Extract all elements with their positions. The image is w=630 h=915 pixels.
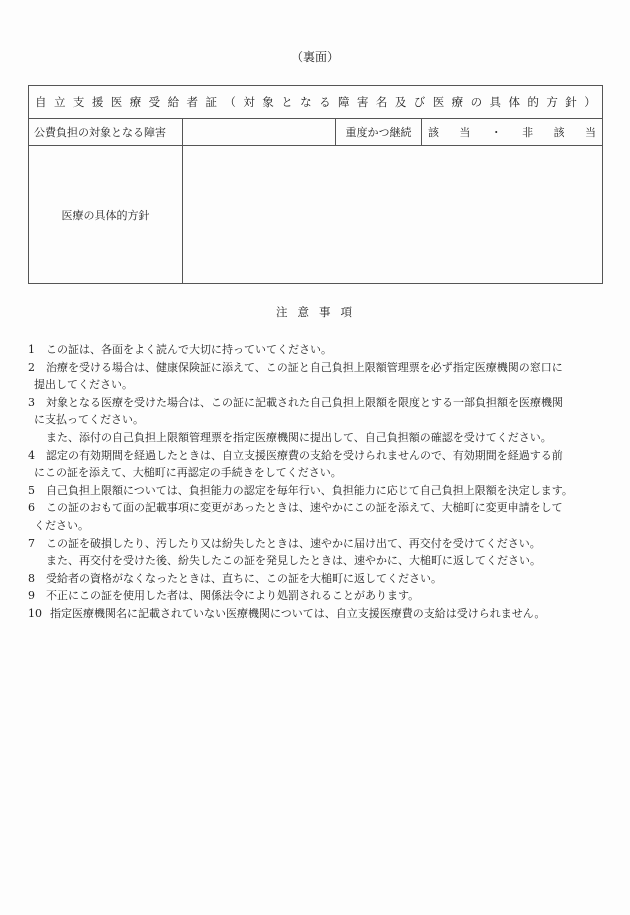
note-item xyxy=(28,535,603,570)
note-text-continued: 提出してください。 xyxy=(34,378,133,392)
certificate-title xyxy=(29,86,602,118)
title-char: 害 xyxy=(356,95,369,109)
note-number: 4 xyxy=(28,448,35,462)
option-char: 該 xyxy=(553,126,565,139)
option-char: 当 xyxy=(459,126,471,139)
policy-row xyxy=(29,146,602,283)
option-char: 該 xyxy=(428,126,439,139)
note-number: 6 xyxy=(28,501,35,515)
note-text: 治療を受ける場合は、健康保険証に添えて、この証と自己負担上限額管理票を必ず指定医療機関の窓口に xyxy=(46,360,563,374)
title-char: 的 xyxy=(527,95,539,109)
option-char: 非 xyxy=(522,126,534,139)
title-char: と xyxy=(281,95,293,109)
note-number: 9 xyxy=(28,589,35,603)
certificate-title-row xyxy=(29,86,602,119)
title-char: 体 xyxy=(508,95,520,109)
notes-list xyxy=(28,341,603,623)
note-item xyxy=(28,447,603,482)
note-text: 対象となる医療を受けた場合は、この証に記載された自己負担上限額を限度とする一部負担額を医療機関 xyxy=(46,395,563,409)
title-char: 具 xyxy=(489,95,501,109)
title-char: 医 xyxy=(110,95,123,109)
note-text: この証のおもて面の記載事項に変更があったときは、速やかにこの証を添えて、大槌町に変更申請をして xyxy=(46,501,563,515)
title-char: 療 xyxy=(129,95,142,109)
title-char: 給 xyxy=(167,95,180,109)
policy-value-field[interactable] xyxy=(183,146,602,283)
disability-label: 公費負担の対象となる障害 xyxy=(29,119,183,145)
title-char: び xyxy=(413,95,426,109)
certificate-table xyxy=(28,85,603,284)
note-number: 7 xyxy=(28,536,35,550)
title-char: 受 xyxy=(148,95,161,109)
disability-row xyxy=(29,119,602,146)
note-text: この証を破損したり、汚したり又は紛失したときは、速やかに届け出て、再交付を受けてください。 xyxy=(46,536,541,550)
note-number: 8 xyxy=(28,571,35,585)
note-text-continued: に支払ってください。 xyxy=(34,413,144,427)
note-number: 1 xyxy=(28,343,35,356)
title-char: 医 xyxy=(432,95,445,109)
note-item xyxy=(28,359,603,394)
title-char: ） xyxy=(584,95,596,109)
title-char: な xyxy=(300,95,312,109)
title-char: 支 xyxy=(72,95,85,109)
title-char: 証 xyxy=(205,95,217,109)
option-separator: ・ xyxy=(490,126,502,139)
note-item xyxy=(28,482,603,500)
page-label: （裏面） xyxy=(290,50,339,64)
note-text: この証は、各面をよく読んで大切に持っていてください。 xyxy=(46,343,332,356)
severe-continuous-label: 重度かつ継続 xyxy=(336,119,422,145)
note-text: 認定の有効期間を経過したときは、自立支援医療費の支給を受けられませんので、有効期間を経過する前 xyxy=(46,448,563,462)
note-item xyxy=(28,605,603,623)
note-item xyxy=(28,587,603,605)
note-subtext: また、添付の自己負担上限額管理票を指定医療機関に提出して、自己負担額の確認を受けてください。 xyxy=(46,430,552,444)
note-text-continued: ください。 xyxy=(34,518,89,532)
title-char: 対 xyxy=(243,95,255,109)
note-item xyxy=(28,394,603,447)
note-text-continued: にこの証を添えて、大槌町に再認定の手続きをしてください。 xyxy=(34,466,342,480)
title-char: 者 xyxy=(186,95,198,109)
title-char: 方 xyxy=(546,95,558,109)
title-char: 療 xyxy=(451,95,464,109)
note-number: 5 xyxy=(28,483,35,497)
title-char: 援 xyxy=(91,95,104,109)
note-item xyxy=(28,341,603,359)
title-char: 名 xyxy=(375,95,388,109)
title-char: 自 xyxy=(35,95,47,109)
note-item xyxy=(28,570,603,588)
note-text: 受給者の資格がなくなったときは、直ちに、この証を大槌町に返してください。 xyxy=(46,571,442,585)
title-char: （ xyxy=(224,95,236,109)
title-char: 障 xyxy=(338,95,350,109)
title-char: る xyxy=(319,95,331,109)
disability-value-field[interactable] xyxy=(183,119,336,145)
option-char: 当 xyxy=(584,126,596,139)
note-item xyxy=(28,499,603,534)
severe-continuous-options[interactable] xyxy=(422,119,602,145)
title-char: 及 xyxy=(394,95,407,109)
note-number: 3 xyxy=(28,395,35,409)
note-text: 自己負担上限額については、負担能力の認定を毎年行い、負担能力に応じて自己負担上限額を決定します。 xyxy=(46,483,573,497)
note-text: 指定医療機関名に記載されていない医療機関については、自立支援医療費の支給は受けられません。 xyxy=(50,606,546,620)
title-char: 針 xyxy=(565,95,577,109)
title-char: 立 xyxy=(53,95,66,109)
title-char: 象 xyxy=(262,95,274,109)
note-text: 不正にこの証を使用した者は、関係法令により処罰されることがあります。 xyxy=(46,589,420,603)
note-number: 2 xyxy=(28,360,35,374)
note-number: 10 xyxy=(28,606,42,620)
notes-heading: 注意事項 xyxy=(276,305,362,319)
note-subtext: また、再交付を受けた後、紛失したこの証を発見したときは、速やかに、大槌町に返してください。 xyxy=(46,554,541,568)
policy-label: 医療の具体的方針 xyxy=(29,146,183,283)
title-char: の xyxy=(470,95,483,109)
